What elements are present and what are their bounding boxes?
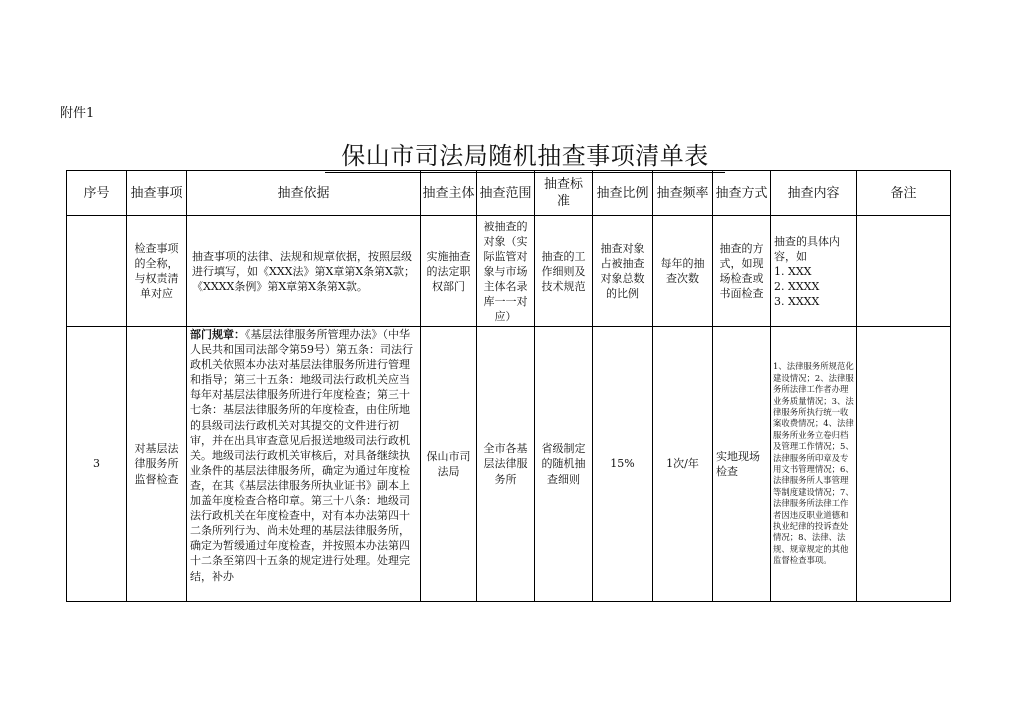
- example-no: [67, 216, 127, 327]
- example-method: 抽查的方式，如现场检查或书面检查: [713, 216, 771, 327]
- header-basis: 抽查依据: [187, 171, 421, 216]
- row-frequency: 1次/年: [653, 327, 713, 602]
- header-remarks: 备注: [857, 171, 951, 216]
- header-no: 序号: [67, 171, 127, 216]
- example-content: [771, 216, 857, 327]
- row-content: 1、法律服务所规范化建设情况；2、法律服务所法律工作者办理业务质量情况；3、法律服务所执行统一收案收费情况；4、法律服务所业务立卷归档及管理工作情况；5、法律服务所印章及专用文书管理情况；6、法律服务所人事管理等制度建设情况；7、法律服务所法律工作者因违反职业道德和执业纪律的投诉查处情况；8、法律、法规、规章规定的其他监督检查事项。: [771, 327, 857, 602]
- header-item: 抽查事项: [127, 171, 187, 216]
- row-remarks: [857, 327, 951, 602]
- example-subject: 实施抽查的法定职权部门: [421, 216, 477, 327]
- header-method: 抽查方式: [713, 171, 771, 216]
- header-row: [67, 171, 951, 216]
- row-basis-label: 部门规章：: [190, 328, 245, 341]
- example-ratio: 抽查对象占被抽查对象总数的比例: [593, 216, 653, 327]
- header-standard: 抽查标准: [535, 171, 593, 216]
- table-row: [67, 327, 951, 602]
- row-basis-text: 《基层法律服务所管理办法》（中华人民共和国司法部令第59号）第五条：司法行政机关依照本办法对基层法律服务所进行管理和指导；第三十五条：地级司法行政机关应当每年对基层法律服务所进行年度检查；第三十七条：基层法律服务所的年度检查，由住所地的县级司法行政机关对其提交的文件进行初审，并在出具审查意见后报送地级司法行政机关。地级司法行政机关审核后，对具备继续执业条件的基层法律服务所，确定为通过年度检查，在其《基层法律服务所执业证书》副本上加盖年度检查合格印章。第三十八条：地级司法行政机关在年度检查中，对有本办法第四十二条所列行为、尚未处理的基层法律服务所，确定为暂缓通过年度检查，并按照本办法第四十二条至第四十五条的规定进行处理。处理完结，补办: [190, 328, 413, 583]
- header-ratio: 抽查比例: [593, 171, 653, 216]
- example-frequency: 每年的抽查次数: [653, 216, 713, 327]
- row-no: 3: [67, 327, 127, 602]
- row-item: 对基层法律服务所监督检查: [127, 327, 187, 602]
- example-row: [67, 216, 951, 327]
- row-standard: 省级制定的随机抽查细则: [535, 327, 593, 602]
- row-subject: 保山市司法局: [421, 327, 477, 602]
- example-content-item-1: 1. XXX: [774, 264, 812, 278]
- row-ratio: 15%: [593, 327, 653, 602]
- example-scope: 被抽查的对象（实际监管对象与市场主体名录库一一对应）: [477, 216, 535, 327]
- example-basis: 抽查事项的法律、法规和规章依据，按照层级进行填写，如《XXX法》第X章第X条第X款；《XXXX条例》第X章第X条第X款。: [187, 216, 421, 327]
- row-basis: [187, 327, 421, 602]
- header-subject: 抽查主体: [421, 171, 477, 216]
- attachment-label: 附件1: [60, 106, 95, 121]
- row-scope: 全市各基层法律服务所: [477, 327, 535, 602]
- example-standard: 抽查的工作细则及技术规范: [535, 216, 593, 327]
- example-item: 检查事项的全称，与权责清单对应: [127, 216, 187, 327]
- inspection-table: [66, 170, 951, 602]
- header-content: 抽查内容: [771, 171, 857, 216]
- header-frequency: 抽查频率: [653, 171, 713, 216]
- header-scope: 抽查范围: [477, 171, 535, 216]
- example-content-intro: 抽查的具体内容，如: [774, 234, 840, 263]
- example-remarks: [857, 216, 951, 327]
- example-content-item-2: 2. XXXX: [774, 279, 820, 293]
- example-content-item-3: 3. XXXX: [774, 294, 820, 308]
- page-title: 保山市司法局随机抽查事项清单表: [325, 140, 725, 173]
- row-method: 实地现场检查: [713, 327, 771, 602]
